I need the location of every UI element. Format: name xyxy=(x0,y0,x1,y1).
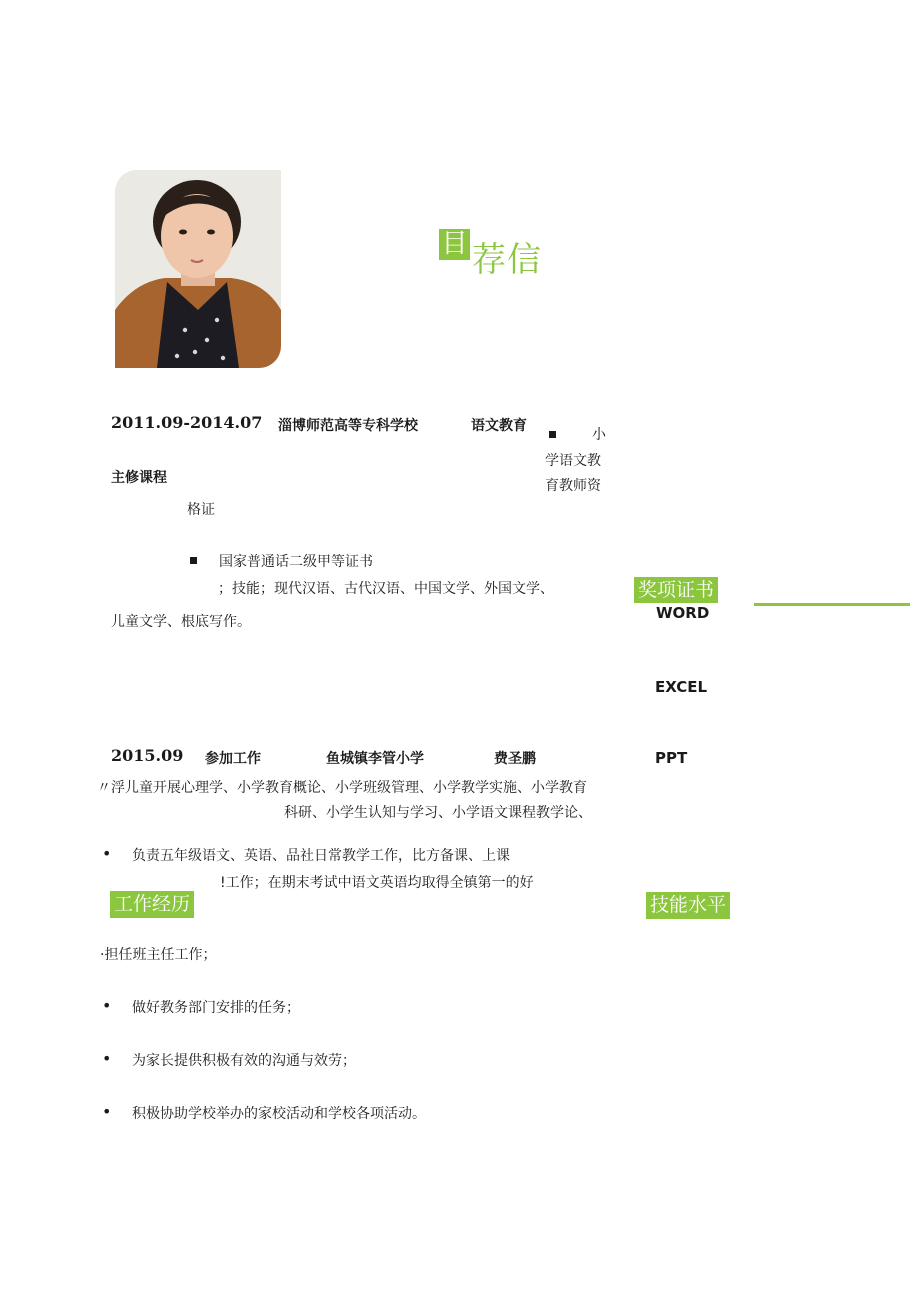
section-skills: 技能水平 xyxy=(646,892,730,919)
work-school: 鱼城镇李管小学 xyxy=(326,751,424,767)
work-event: 参加工作 xyxy=(205,751,261,767)
duty2: ·担任班主任工作； xyxy=(100,947,217,963)
education-school: 淄博师范高等专科学校 xyxy=(278,418,418,434)
software-excel: EXCEL xyxy=(655,678,708,696)
section-awards-underline xyxy=(754,603,910,606)
duty1-line1: 负责五年级语文、英语、品社日常教学工作，比方备课、上课 xyxy=(132,848,510,864)
work-start: 2015.09 xyxy=(111,746,184,765)
duty-bullet: • xyxy=(102,1049,112,1068)
title-icon-box: 目 xyxy=(439,229,470,260)
cert-bullet xyxy=(190,557,197,564)
duty-bullet: • xyxy=(102,1102,112,1121)
education-major: 语文教育 xyxy=(471,418,527,434)
cert1-line2: 学语文教 xyxy=(545,453,601,469)
cert-bullet xyxy=(549,431,556,438)
section-work: 工作经历 xyxy=(110,891,194,918)
duty-bullet: • xyxy=(102,844,112,863)
software-word: WORD xyxy=(656,604,710,622)
courses-label: 主修课程 xyxy=(111,470,167,486)
duty5: 积极协助学校举办的家校活动和学校各项活动。 xyxy=(132,1106,426,1122)
skills-line1: ；技能；现代汉语、古代汉语、中国文学、外国文学、 xyxy=(218,581,554,597)
duty4: 为家长提供积极有效的沟通与效劳； xyxy=(132,1053,356,1069)
section-awards: 奖项证书 xyxy=(634,577,718,603)
skills-line2: 儿童文学、根底写作。 xyxy=(111,614,251,630)
cert1-line1: 小 xyxy=(592,427,606,443)
cert2: 国家普通话二级甲等证书 xyxy=(219,554,373,570)
duty3: 做好教务部门安排的任务； xyxy=(132,1000,300,1016)
duty1-line2: !工作；在期末考试中语文英语均取得全镇第一的好 xyxy=(220,875,534,891)
courses-line1: 〃浮儿童开展心理学、小学教育概论、小学班级管理、小学教学实施、小学教育 xyxy=(97,780,587,796)
work-name: 费圣鹏 xyxy=(494,751,536,767)
education-period: 2011.09-2014.07 xyxy=(111,413,263,432)
cert1-line4: 格证 xyxy=(187,502,215,518)
page-title: 荐信 xyxy=(472,240,542,280)
duty-bullet: • xyxy=(102,996,112,1015)
cert1-line3: 育教师资 xyxy=(545,478,601,494)
profile-photo xyxy=(115,170,281,368)
software-ppt: PPT xyxy=(655,749,688,767)
courses-line2: 科研、小学生认知与学习、小学语文课程教学论、 xyxy=(284,805,592,821)
